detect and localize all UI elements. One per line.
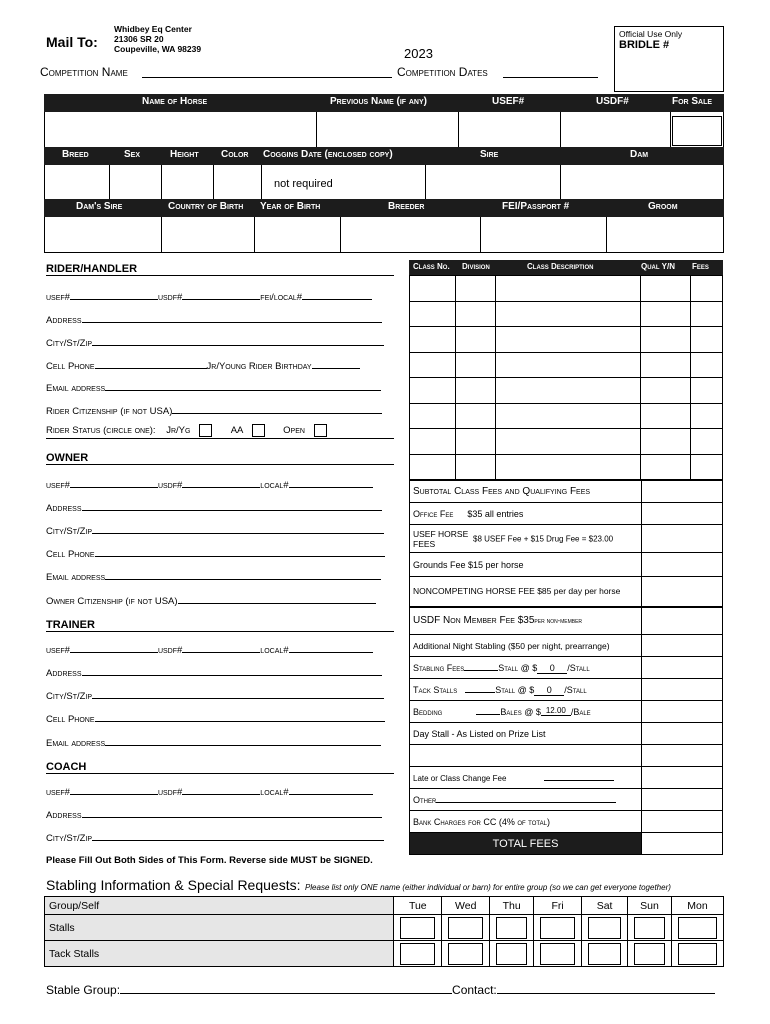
rider-status-open: Open xyxy=(283,425,305,437)
contact-label: Contact: xyxy=(452,983,497,997)
rider-fei-label: fei/local# xyxy=(260,292,303,303)
sire-cell[interactable] xyxy=(426,165,561,200)
day-wed: Wed xyxy=(442,897,490,915)
class-cell[interactable] xyxy=(410,276,456,302)
address-line1: Whidbey Eq Center xyxy=(114,24,192,34)
class-cell[interactable] xyxy=(495,301,641,327)
owner-cell-field[interactable] xyxy=(95,547,385,557)
grounds-fee-label: Grounds Fee $15 per horse xyxy=(410,553,642,577)
stalls-fri[interactable] xyxy=(534,915,582,941)
rider-citizenship-field[interactable] xyxy=(172,404,382,414)
stabling-title-row xyxy=(46,877,671,895)
class-cell[interactable] xyxy=(691,327,723,353)
trainer-usdf-label: usdf# xyxy=(157,645,183,656)
groom-cell[interactable] xyxy=(607,217,723,252)
coach-local-field[interactable] xyxy=(289,785,373,795)
tack-wed[interactable] xyxy=(442,941,490,967)
class-cell[interactable] xyxy=(641,301,691,327)
class-cell[interactable] xyxy=(495,378,641,404)
owner-address-row xyxy=(46,501,382,514)
subtotal-label: Subtotal Class Fees and Qualifying Fees xyxy=(410,481,642,503)
owner-email-label: Email address xyxy=(46,572,106,583)
competition-name-label: Competition Name xyxy=(40,65,128,79)
day-fri: Fri xyxy=(534,897,582,915)
total-fees-value[interactable] xyxy=(642,833,723,855)
stalls-wed[interactable] xyxy=(442,915,490,941)
class-cell[interactable] xyxy=(495,276,641,302)
office-fee-amount: $35 all entries xyxy=(467,508,524,519)
noncompeting-fee-label: NONCOMPETING HORSE FEE $85 per day per horse xyxy=(410,577,642,607)
fees-table xyxy=(409,480,723,855)
col-groom: Groom xyxy=(648,201,678,212)
trainer-address-row xyxy=(46,666,382,679)
class-cell[interactable] xyxy=(495,454,641,480)
color-cell[interactable] xyxy=(214,165,262,200)
class-row xyxy=(410,403,723,429)
class-cell[interactable] xyxy=(455,403,495,429)
class-cell[interactable] xyxy=(641,429,691,455)
dam-cell[interactable] xyxy=(561,165,723,200)
class-cell[interactable] xyxy=(641,378,691,404)
tack-stalls-label: Tack Stalls Stall @ $ 0 /Stall xyxy=(410,679,642,701)
rider-status-aa-checkbox[interactable] xyxy=(252,424,265,437)
trainer-usdf-field[interactable] xyxy=(182,643,260,653)
class-cell[interactable] xyxy=(691,403,723,429)
class-row xyxy=(410,378,723,404)
stabling-tack-stalls-label: Tack Stalls xyxy=(45,941,394,967)
bedding-value[interactable] xyxy=(642,701,723,723)
class-cell[interactable] xyxy=(410,378,456,404)
class-cell[interactable] xyxy=(455,378,495,404)
col-color: Color xyxy=(221,149,249,160)
class-cell[interactable] xyxy=(410,454,456,480)
owner-local-field[interactable] xyxy=(289,478,373,488)
class-cell[interactable] xyxy=(410,403,456,429)
rider-status-row xyxy=(46,424,394,439)
class-cell[interactable] xyxy=(455,327,495,353)
col-usef: USEF# xyxy=(492,96,525,107)
address-line3: Coupeville, WA 98239 xyxy=(114,44,202,54)
office-fee-label: Office Fee $35 all entries xyxy=(410,503,642,525)
owner-email-field[interactable] xyxy=(105,570,381,580)
col-name-of-horse: Name of Horse xyxy=(142,96,208,107)
class-header xyxy=(409,260,723,275)
stabling-title: Stabling Information & Special Requests: xyxy=(46,877,301,893)
usef-horse-fees-amount: $8 USEF Fee + $15 Drug Fee = $23.00 xyxy=(473,534,614,543)
owner-city-label: City/St/Zip xyxy=(46,526,93,537)
col-fei-passport: FEI/Passport # xyxy=(502,201,570,212)
class-cell[interactable] xyxy=(495,429,641,455)
stabling-fees-label: Stabling Fees Stall @ $ 0 /Stall xyxy=(410,657,642,679)
col-year-of-birth: Year of Birth xyxy=(260,201,321,212)
rider-usef-field[interactable] xyxy=(70,290,158,300)
usdf-nonmember-per: per non-member xyxy=(534,618,583,626)
trainer-ids-row xyxy=(46,643,373,656)
trainer-local-field[interactable] xyxy=(289,643,373,653)
horse-row3-cells xyxy=(44,217,724,253)
owner-email-row xyxy=(46,570,381,583)
rider-section-title: RIDER/HANDLER xyxy=(46,263,394,276)
rider-status-aa: AA xyxy=(230,425,243,437)
tack-tue[interactable] xyxy=(394,941,442,967)
owner-address-field[interactable] xyxy=(82,501,382,511)
col-breeder: Breeder xyxy=(388,201,425,212)
day-mon: Mon xyxy=(672,897,724,915)
total-fees-label: TOTAL FEES xyxy=(410,833,642,855)
night-stabling-value[interactable] xyxy=(642,635,723,657)
stalls-thu[interactable] xyxy=(490,915,534,941)
day-sat: Sat xyxy=(582,897,628,915)
class-cell[interactable] xyxy=(641,276,691,302)
owner-city-row xyxy=(46,524,384,537)
owner-usef-label: usef# xyxy=(46,480,70,491)
class-cell[interactable] xyxy=(455,276,495,302)
stalls-tue[interactable] xyxy=(394,915,442,941)
usdf-nonmember-value[interactable] xyxy=(642,607,723,635)
class-cell[interactable] xyxy=(495,403,641,429)
coach-usdf-label: usdf# xyxy=(157,787,183,798)
col-coggins: Coggins Date (enclosed copy) xyxy=(263,149,393,160)
trainer-email-label: Email address xyxy=(46,738,106,749)
col-class-no: Class No. xyxy=(413,262,450,271)
rider-address-field[interactable] xyxy=(82,313,382,323)
stable-group-field[interactable] xyxy=(120,982,452,994)
rider-usdf-label: usdf# xyxy=(157,292,183,303)
owner-cell-label: Cell Phone xyxy=(46,549,95,560)
contact-field[interactable] xyxy=(497,982,715,994)
class-cell[interactable] xyxy=(455,429,495,455)
rider-address-row xyxy=(46,313,382,326)
official-use-label: Official Use Only xyxy=(619,29,683,39)
day-stall-label: Day Stall - As Listed on Prize List xyxy=(410,723,642,745)
class-row xyxy=(410,327,723,353)
owner-section-title: OWNER xyxy=(46,452,394,465)
trainer-usef-label: usef# xyxy=(46,645,70,656)
coggins-cell[interactable] xyxy=(262,165,426,200)
class-table xyxy=(409,275,723,480)
trainer-address-field[interactable] xyxy=(82,666,382,676)
rider-status-jr: Jr/Yg xyxy=(166,425,191,437)
coach-local-label: local# xyxy=(260,787,289,798)
horse-row2-cells xyxy=(44,165,724,201)
tack-thu[interactable] xyxy=(490,941,534,967)
day-sun: Sun xyxy=(628,897,672,915)
country-of-birth-cell[interactable] xyxy=(162,217,255,252)
rider-city-field[interactable] xyxy=(92,336,384,346)
rider-city-label: City/St/Zip xyxy=(46,338,93,349)
coach-section-title: COACH xyxy=(46,761,394,774)
rider-fei-field[interactable] xyxy=(302,290,372,300)
stable-group-label: Stable Group: xyxy=(46,983,121,997)
trainer-usef-field[interactable] xyxy=(70,643,158,653)
tack-mon[interactable] xyxy=(672,941,724,967)
trainer-section-title: TRAINER xyxy=(46,619,394,632)
rider-cell-field[interactable] xyxy=(95,359,207,369)
rider-email-label: Email address xyxy=(46,383,106,394)
coach-address-row xyxy=(46,808,382,821)
class-cell[interactable] xyxy=(410,301,456,327)
name-of-horse-cell[interactable] xyxy=(45,112,317,149)
sex-cell[interactable] xyxy=(110,165,162,200)
late-fee-label: Late or Class Change Fee xyxy=(410,767,642,789)
usdf-cell[interactable] xyxy=(561,112,671,149)
class-cell[interactable] xyxy=(691,454,723,480)
bank-charges-value[interactable] xyxy=(642,811,723,833)
class-cell[interactable] xyxy=(691,429,723,455)
class-row xyxy=(410,301,723,327)
rider-status-jr-checkbox[interactable] xyxy=(199,424,212,437)
rider-cell-label: Cell Phone xyxy=(46,361,95,372)
rider-cell-row xyxy=(46,359,360,372)
rider-email-field[interactable] xyxy=(105,381,381,391)
horse-header-row3 xyxy=(44,199,724,217)
coach-address-label: Address xyxy=(46,810,82,821)
col-division: Division xyxy=(462,262,490,271)
competition-dates-field[interactable] xyxy=(503,66,598,78)
breeder-cell[interactable] xyxy=(341,217,481,252)
horse-header-row1 xyxy=(44,94,724,112)
col-usdf: USDF# xyxy=(596,96,629,107)
competition-dates-label: Competition Dates xyxy=(397,65,488,79)
mail-address xyxy=(114,24,201,54)
coach-city-row xyxy=(46,831,384,844)
official-use-box[interactable] xyxy=(614,26,724,92)
night-stabling-label: Additional Night Stabling ($50 per night, prearrange) xyxy=(410,635,642,657)
day-stall-value[interactable] xyxy=(642,723,723,745)
owner-ids-row xyxy=(46,478,373,491)
rider-usef-label: usef# xyxy=(46,292,70,303)
other-fee-label: Other xyxy=(410,789,642,811)
rider-jr-birthday-label: Jr/Young Rider Birthday xyxy=(206,361,312,372)
address-line2: 21306 SR 20 xyxy=(114,34,164,44)
footer-note: Please Fill Out Both Sides of This Form. Reverse side MUST be SIGNED. xyxy=(46,855,373,866)
coach-usef-label: usef# xyxy=(46,787,70,798)
usef-horse-fees-label: USEF HORSE FEES $8 USEF Fee + $15 Drug Fee = $23.00 xyxy=(410,525,642,553)
class-cell[interactable] xyxy=(455,301,495,327)
previous-name-cell[interactable] xyxy=(317,112,459,149)
tack-fri[interactable] xyxy=(534,941,582,967)
coach-usdf-field[interactable] xyxy=(182,785,260,795)
stall-value[interactable]: 0 xyxy=(537,663,567,674)
stable-group-row xyxy=(46,982,715,997)
coach-usef-field[interactable] xyxy=(70,785,158,795)
usef-horse-fees-value[interactable] xyxy=(642,525,723,553)
coach-address-field[interactable] xyxy=(82,808,382,818)
class-cell[interactable] xyxy=(410,352,456,378)
class-cell[interactable] xyxy=(691,352,723,378)
trainer-city-row xyxy=(46,689,384,702)
rider-city-row xyxy=(46,336,384,349)
stabling-note: Please list only ONE name (either individual or barn) for entire group (so we can get everyone together) xyxy=(304,883,671,892)
col-country-of-birth: Country of Birth xyxy=(168,201,244,212)
for-sale-checkbox[interactable] xyxy=(672,116,722,146)
tack-sun[interactable] xyxy=(628,941,672,967)
owner-usef-field[interactable] xyxy=(70,478,158,488)
bridle-label: BRIDLE # xyxy=(619,39,670,51)
col-for-sale: For Sale xyxy=(672,96,713,107)
trainer-email-row xyxy=(46,736,381,749)
trainer-cell-field[interactable] xyxy=(95,712,385,722)
class-row xyxy=(410,454,723,480)
class-cell[interactable] xyxy=(641,327,691,353)
rider-ids-row xyxy=(46,290,372,303)
stabling-group-self-label: Group/Self xyxy=(45,897,394,915)
col-fees: Fees xyxy=(692,262,709,271)
late-fee-value[interactable] xyxy=(642,767,723,789)
class-cell[interactable] xyxy=(691,378,723,404)
tack-stalls-value[interactable] xyxy=(642,679,723,701)
blank-fee-row xyxy=(410,745,642,767)
owner-citizenship-label: Owner Citizenship (if not USA) xyxy=(46,596,178,607)
class-row xyxy=(410,276,723,302)
rider-usdf-field[interactable] xyxy=(182,290,260,300)
owner-usdf-field[interactable] xyxy=(182,478,260,488)
bedding-label: Bedding Bales @ $ 12.00 /Bale xyxy=(410,701,642,723)
trainer-address-label: Address xyxy=(46,668,82,679)
col-dam: Dam xyxy=(630,149,649,160)
owner-usdf-label: usdf# xyxy=(157,480,183,491)
rider-citizenship-label: Rider Citizenship (if not USA) xyxy=(46,406,173,417)
owner-citizenship-row xyxy=(46,594,376,607)
subtotal-amount[interactable] xyxy=(642,481,723,503)
blank-fee-value[interactable] xyxy=(642,745,723,767)
grounds-fee-value[interactable] xyxy=(642,553,723,577)
horse-row1-cells xyxy=(44,112,724,150)
day-thu: Thu xyxy=(490,897,534,915)
tack-stall-value[interactable]: 0 xyxy=(534,685,564,696)
day-tue: Tue xyxy=(394,897,442,915)
mail-to-label: Mail To: xyxy=(46,34,98,50)
office-fee-value[interactable] xyxy=(642,503,723,525)
rider-email-row xyxy=(46,381,381,394)
class-cell[interactable] xyxy=(691,301,723,327)
competition-name-field[interactable] xyxy=(142,66,392,78)
owner-cell-row xyxy=(46,547,385,560)
col-breed: Breed xyxy=(62,149,89,160)
trainer-email-field[interactable] xyxy=(105,736,381,746)
noncompeting-fee-value[interactable] xyxy=(642,577,723,607)
col-sex: Sex xyxy=(124,149,141,160)
stalls-sat[interactable] xyxy=(582,915,628,941)
usef-cell[interactable] xyxy=(459,112,561,149)
class-cell[interactable] xyxy=(455,352,495,378)
owner-local-label: local# xyxy=(260,480,289,491)
trainer-cell-label: Cell Phone xyxy=(46,714,95,725)
class-cell[interactable] xyxy=(641,403,691,429)
owner-address-label: Address xyxy=(46,503,82,514)
rider-status-label: Rider Status (circle one): xyxy=(46,425,156,437)
bale-value[interactable]: 12.00 xyxy=(541,706,571,716)
trainer-city-label: City/St/Zip xyxy=(46,691,93,702)
class-cell[interactable] xyxy=(410,327,456,353)
stalls-sun[interactable] xyxy=(628,915,672,941)
trainer-cell-row xyxy=(46,712,385,725)
usdf-nonmember-label: USDF Non Member Fee $35per non-member xyxy=(410,607,642,635)
year-of-birth-cell[interactable] xyxy=(255,217,341,252)
stabling-stalls-label: Stalls xyxy=(45,915,394,941)
col-sire: Sire xyxy=(480,149,499,160)
rider-jr-birthday-field[interactable] xyxy=(312,359,360,369)
owner-city-field[interactable] xyxy=(92,524,384,534)
class-cell[interactable] xyxy=(641,454,691,480)
other-fee-value[interactable] xyxy=(642,789,723,811)
class-row xyxy=(410,429,723,455)
class-row xyxy=(410,352,723,378)
col-class-description: Class Description xyxy=(527,262,594,271)
class-cell[interactable] xyxy=(410,429,456,455)
year-label: 2023 xyxy=(404,46,433,61)
class-cell[interactable] xyxy=(495,352,641,378)
class-cell[interactable] xyxy=(455,454,495,480)
stabling-table xyxy=(44,896,724,967)
fei-passport-cell[interactable] xyxy=(481,217,607,252)
horse-header-row2 xyxy=(44,147,724,165)
stabling-fees-value[interactable] xyxy=(642,657,723,679)
rider-citizenship-row xyxy=(46,404,382,417)
height-cell[interactable] xyxy=(162,165,214,200)
breed-cell[interactable] xyxy=(45,165,110,200)
rider-status-open-checkbox[interactable] xyxy=(314,424,327,437)
class-cell[interactable] xyxy=(691,276,723,302)
class-cell[interactable] xyxy=(495,327,641,353)
trainer-city-field[interactable] xyxy=(92,689,384,699)
bank-charges-label: Bank Charges for CC (4% of total) xyxy=(410,811,642,833)
col-qual: Qual Y/N xyxy=(641,262,675,271)
dams-sire-cell[interactable] xyxy=(45,217,162,252)
coach-city-label: City/St/Zip xyxy=(46,833,93,844)
coach-city-field[interactable] xyxy=(92,831,384,841)
col-dams-sire: Dam's Sire xyxy=(76,201,123,212)
stalls-mon[interactable] xyxy=(672,915,724,941)
coggins-value: not required xyxy=(274,178,333,190)
class-cell[interactable] xyxy=(641,352,691,378)
col-height: Height xyxy=(170,149,199,160)
trainer-local-label: local# xyxy=(260,645,289,656)
coach-ids-row xyxy=(46,785,373,798)
col-previous-name: Previous Name (if any) xyxy=(330,96,427,107)
owner-citizenship-field[interactable] xyxy=(178,594,376,604)
tack-sat[interactable] xyxy=(582,941,628,967)
rider-address-label: Address xyxy=(46,315,82,326)
